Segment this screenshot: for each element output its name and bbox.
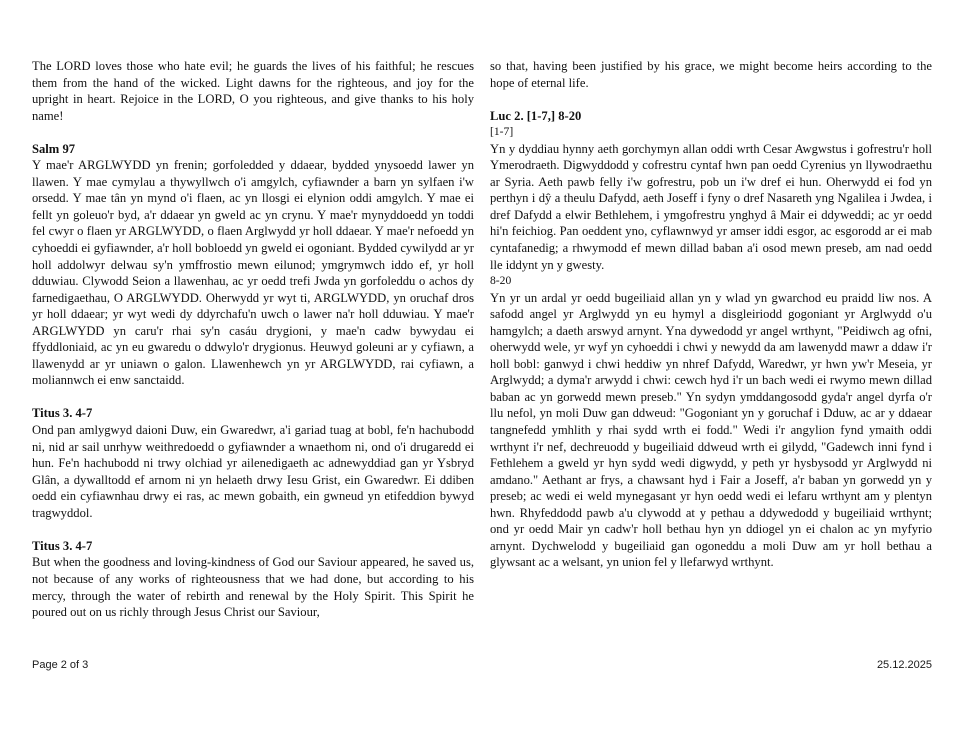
right-column — [490, 58, 932, 633]
titus-welsh-paragraph: Ond pan amlygwyd daioni Duw, ein Gwaredwr, a'i gariad tuag at bobl, fe'n hachubodd ni, nid ar sail unrhyw weithredoedd o gyfiawnder a wnaethom ni, ond o'i drugaredd ei hun. Fe'n hachubodd ni trwy olchiad yr ailenedigaeth ac adnewyddiad gan yr Ysbryd Glân, a dywalltodd ef arnom ni yn helaeth drwy Iesu Grist, ein Gwaredwr. Ei ddiben oedd ein cyfiawnhau drwy ei ras, ac mewn gobaith, ein gwneud yn etifeddion bywyd tragwyddol. — [32, 423, 474, 520]
spacer — [32, 389, 474, 406]
two-column-body — [32, 58, 932, 633]
luc-verses-1-7-paragraph: Yn y dyddiau hynny aeth gorchymyn allan oddi wrth Cesar Awgwstus i gofrestru'r holl Ymerodraeth. Digwyddodd y cofrestru cyntaf hwn pan oedd Cyrenius yn llywodraethu ar Syria. Aeth pawb felly i'w gofrestru, pob un i'w dref ei hun. Oherwydd ei fod yn perthyn i dŷ a theulu Dafydd, aeth Joseff i fyny o dref Nasareth yng Ngalilea i Jwdea, i dref Dafydd a elwir Bethlehem, i ymgofrestru ynghyd â Mair ei ddyweddi; ac yr oedd hi'n feichiog. Pan oeddent yno, cyflawnwyd yr amser iddi esgor, ac esgorodd ar ei mab cyntafanedig; a rhwymodd ef mewn dillad baban a'i osod mewn preseb, am nad oedd lle iddynt yn y gwesty. — [490, 141, 932, 272]
verse-marker-8-20: 8-20 — [490, 274, 512, 288]
left-column — [32, 58, 474, 633]
heading-titus-welsh: Titus 3. 4-7 — [32, 406, 93, 421]
page-footer — [32, 659, 932, 677]
luc-verses-8-20-paragraph: Yn yr un ardal yr oedd bugeiliaid allan yn y wlad yn gwarchod eu praidd liw nos. A safodd angel yr Arglwydd yn eu hymyl a disgleiriodd gogoniant yr Arglwydd o'u hamgylch; a daeth arswyd arnynt. Yna dywedodd yr angel wrthynt, "Peidiwch ag ofni, oherwydd wele, yr wyf yn cyhoeddi i chwi y newydd da am lawenydd mawr a ddaw i'r holl bobl: ganwyd i chwi heddiw yn nhref Dafydd, Waredwr, yr hwn yw'r Meseia, yr Arglwydd; a dyma'r arwydd i chwi: cewch hyd i'r un bach wedi ei rwymo mewn dillad baban ac yn gorwedd mewn preseb." Yn sydyn ymddangosodd gyda'r angel dyrfa o'r llu nefol, yn moli Duw gan ddweud: "Gogoniant yn y goruchaf i Dduw, ac ar y ddaear tangnefedd ymhlith y rhai sydd wrth ei fodd." Wedi i'r angylion fynd ymaith oddi wrthynt i'r nef, dechreuodd y bugeiliaid ddweud wrth ei gilydd, "Gadewch inni fynd i Fethlehem a gweld yr hyn sydd wedi digwydd, y peth yr hysbysodd yr Arglwydd ni amdano." Aethant ar frys, a chawsant hyd i Fair a Joseff, a'r baban yn gorwedd yn y preseb; ac wedi ei weld mynegasant yr hyn oedd wedi ei lefaru wrthynt am y plentyn hwn. Rhyfeddodd pawb a'u clywodd at y pethau a ddywedodd y bugeiliaid wrthynt; ond yr oedd Mair yn cadw'r holl bethau hyn yn ddiogel yn ei chalon ac yn myfyrio arnynt. Dychwelodd y bugeiliaid gan ogoneddu a moli Duw am yr holl bethau a glywsant ac a welsant, yn union fel y llefarwyd wrthynt. — [490, 290, 932, 570]
titus-english-continued-paragraph: so that, having been justified by his grace, we might become heirs according to the hope of eternal life. — [490, 59, 932, 90]
verse-marker-1-7: [1-7] — [490, 125, 514, 139]
spacer — [490, 91, 932, 108]
heading-salm-97: Salm 97 — [32, 141, 76, 156]
salm-97-welsh-paragraph: Y mae'r ARGLWYDD yn frenin; gorfoledded y ddaear, bydded ynysoedd lawer yn llawen. Y mae cymylau a thywyllwch o'i amgylch, cyfiawnder a barn yn sylfaen i'w orsedd. Y mae tân yn mynd o'i flaen, ac yn llosgi ei elynion oddi amgylch. Y mae ei fellt yn goleuo'r byd, a'r ddaear yn gweld ac yn crynu. Y mae'r mynyddoedd yn toddi fel cwyr o flaen yr ARGLWYDD, o flaen Arglwydd yr holl ddaear. Y mae'r nefoedd yn cyhoeddi ei gyfiawnder, a'r holl bobloedd yn gweld ei ogoniant. Bydded cywilydd ar yr holl addolwyr delwau sy'n ymffrostio mewn eilunod; ymgrymwch iddo ef, yr holl dduwiau. Clywodd Seion a llawenhau, ac yr oedd trefi Jwda yn gorfoleddu o achos dy farnedigaethau, O ARGLWYDD. Oherwydd yr wyt ti, ARGLWYDD, yn oruchaf dros yr holl ddaear; yr wyt wedi dy ddyrchafu'n uwch o lawer na'r holl dduwiau. Y mae'r ARGLWYDD yn caru'r rhai sy'n casáu drygioni, y mae'n cadw bywydau ei ffyddloniaid, ac yn eu gwaredu o ddwylo'r drygionus. Heuwyd goleuni ar y cyfiawn, a llawenydd ar yr uniawn o galon. Llawenhewch yn yr ARGLWYDD, rai cyfiawn, a moliannwch ei enw sanctaidd. — [32, 158, 474, 388]
titus-english-paragraph: But when the goodness and loving-kindness of God our Saviour appeared, he saved us, not because of any works of righteousness that we had done, but according to his mercy, through the water of rebirth and renewal by the Holy Spirit. This Spirit he poured out on us richly through Jesus Christ our Saviour, — [32, 555, 474, 620]
spacer — [32, 124, 474, 141]
psalm-97-english-tail-paragraph: The LORD loves those who hate evil; he guards the lives of his faithful; he rescues them from the hand of the wicked. Light dawns for the righteous, and joy for the upright in heart. Rejoice in the LORD, O you righteous, and give thanks to his holy name! — [32, 59, 474, 123]
heading-titus-english: Titus 3. 4-7 — [32, 538, 93, 553]
heading-luc-2: Luc 2. [1-7,] 8-20 — [490, 108, 582, 123]
footer-date: 25.12.2025 — [876, 659, 932, 671]
footer-page-number: Page 2 of 3 — [32, 659, 89, 671]
spacer — [32, 521, 474, 538]
